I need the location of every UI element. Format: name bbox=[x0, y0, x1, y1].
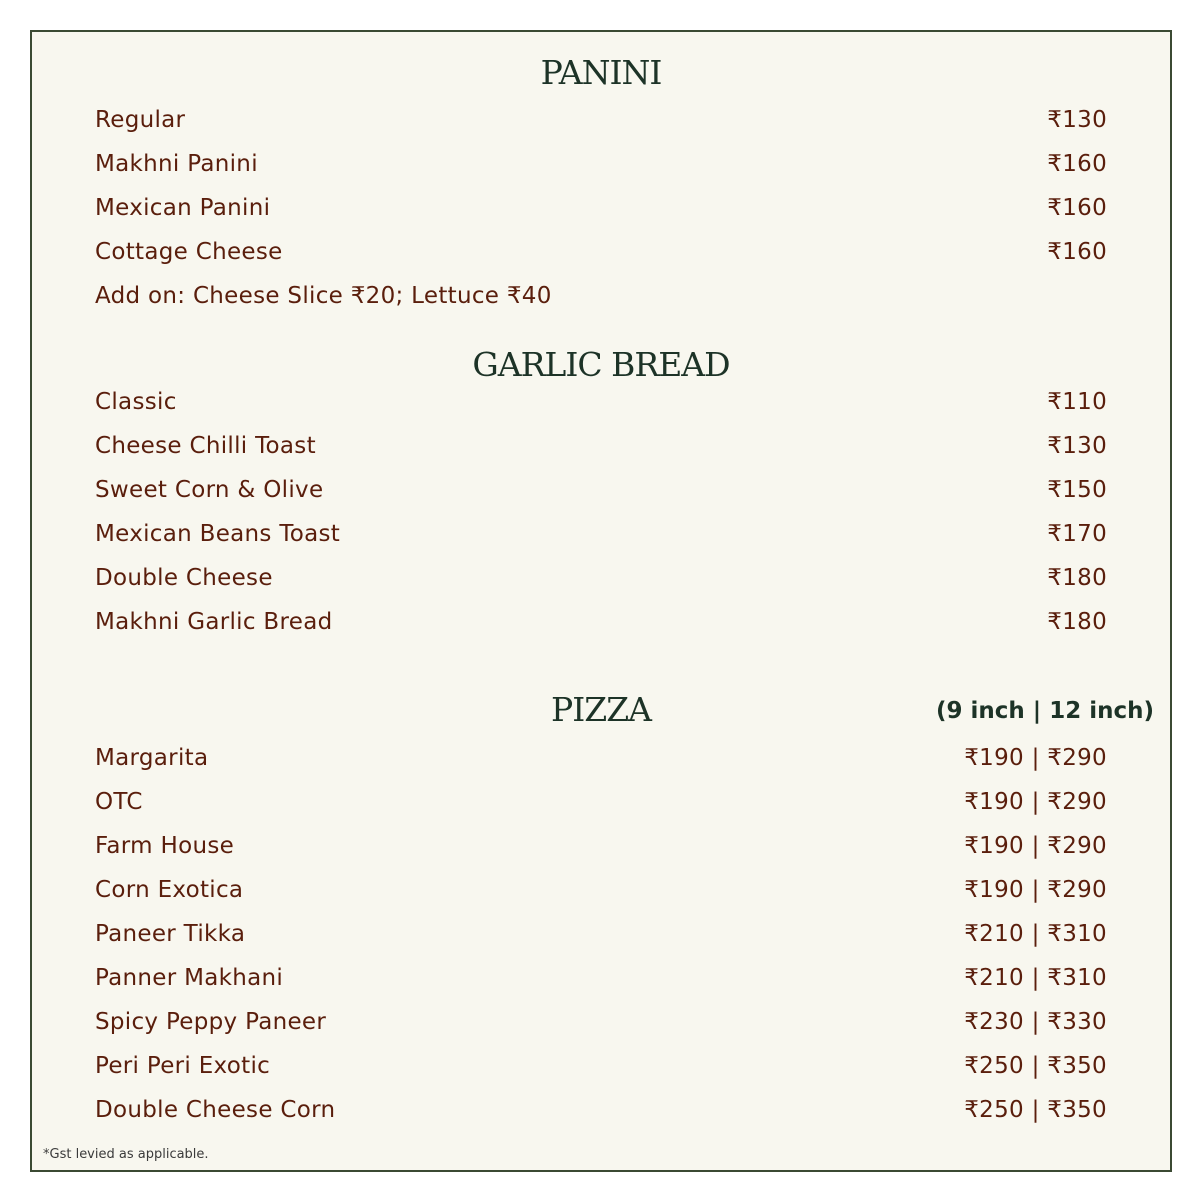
item-price: ₹160 bbox=[1047, 195, 1107, 221]
item-price: ₹250 | ₹350 bbox=[964, 1097, 1107, 1123]
item-name: Double Cheese Corn bbox=[95, 1097, 336, 1123]
item-price: ₹110 bbox=[1047, 389, 1107, 415]
item-name: Cheese Chilli Toast bbox=[95, 433, 316, 459]
item-name: Cottage Cheese bbox=[95, 239, 283, 265]
item-name: Panner Makhani bbox=[95, 965, 284, 991]
item-price: ₹170 bbox=[1047, 521, 1107, 547]
item-price: ₹210 | ₹310 bbox=[964, 965, 1107, 991]
item-price: ₹180 bbox=[1047, 565, 1107, 591]
item-name: Sweet Corn & Olive bbox=[95, 477, 324, 503]
item-price: ₹160 bbox=[1047, 239, 1107, 265]
menu-item bbox=[95, 787, 1107, 817]
item-name: Mexican Beans Toast bbox=[95, 521, 341, 547]
menu-item bbox=[95, 105, 1107, 135]
item-price: ₹190 | ₹290 bbox=[964, 789, 1107, 815]
section-title-garlic-bread: GARLIC BREAD bbox=[472, 345, 730, 384]
menu-item bbox=[95, 475, 1107, 505]
item-name: Classic bbox=[95, 389, 177, 415]
addon-note bbox=[95, 281, 1107, 311]
menu-item bbox=[95, 1051, 1107, 1081]
item-name: Double Cheese bbox=[95, 565, 273, 591]
menu-item bbox=[95, 963, 1107, 993]
menu-item bbox=[95, 607, 1107, 637]
menu-item bbox=[95, 1095, 1107, 1125]
menu-item bbox=[95, 1007, 1107, 1037]
item-name: OTC bbox=[95, 789, 143, 815]
menu-item bbox=[95, 193, 1107, 223]
item-price: ₹190 | ₹290 bbox=[964, 877, 1107, 903]
item-name: Peri Peri Exotic bbox=[95, 1053, 271, 1079]
item-name: Makhni Panini bbox=[95, 151, 258, 177]
item-price: ₹150 bbox=[1047, 477, 1107, 503]
menu-item bbox=[95, 519, 1107, 549]
item-price: ₹160 bbox=[1047, 151, 1107, 177]
item-price: ₹130 bbox=[1047, 433, 1107, 459]
menu-item bbox=[95, 387, 1107, 417]
menu-item bbox=[95, 743, 1107, 773]
gst-footnote: *Gst levied as applicable. bbox=[43, 1147, 209, 1162]
item-name: Mexican Panini bbox=[95, 195, 271, 221]
item-price: ₹190 | ₹290 bbox=[964, 745, 1107, 771]
pizza-size-note: (9 inch | 12 inch) bbox=[936, 698, 1154, 724]
item-price: ₹180 bbox=[1047, 609, 1107, 635]
addon-text: Add on: Cheese Slice ₹20; Lettuce ₹40 bbox=[95, 283, 552, 309]
menu-item bbox=[95, 563, 1107, 593]
menu-item bbox=[95, 831, 1107, 861]
item-price: ₹130 bbox=[1047, 107, 1107, 133]
menu-item bbox=[95, 431, 1107, 461]
item-name: Farm House bbox=[95, 833, 235, 859]
section-title-pizza: PIZZA bbox=[551, 690, 651, 729]
menu-item bbox=[95, 875, 1107, 905]
item-price: ₹250 | ₹350 bbox=[964, 1053, 1107, 1079]
item-price: ₹230 | ₹330 bbox=[964, 1009, 1107, 1035]
item-name: Paneer Tikka bbox=[95, 921, 246, 947]
section-title-panini: PANINI bbox=[540, 53, 662, 92]
item-name: Margarita bbox=[95, 745, 209, 771]
item-name: Makhni Garlic Bread bbox=[95, 609, 333, 635]
item-name: Spicy Peppy Paneer bbox=[95, 1009, 327, 1035]
menu-card bbox=[30, 30, 1172, 1172]
item-price: ₹190 | ₹290 bbox=[964, 833, 1107, 859]
menu-item bbox=[95, 237, 1107, 267]
item-price: ₹210 | ₹310 bbox=[964, 921, 1107, 947]
menu-item bbox=[95, 149, 1107, 179]
item-name: Corn Exotica bbox=[95, 877, 244, 903]
menu-item bbox=[95, 919, 1107, 949]
item-name: Regular bbox=[95, 107, 186, 133]
